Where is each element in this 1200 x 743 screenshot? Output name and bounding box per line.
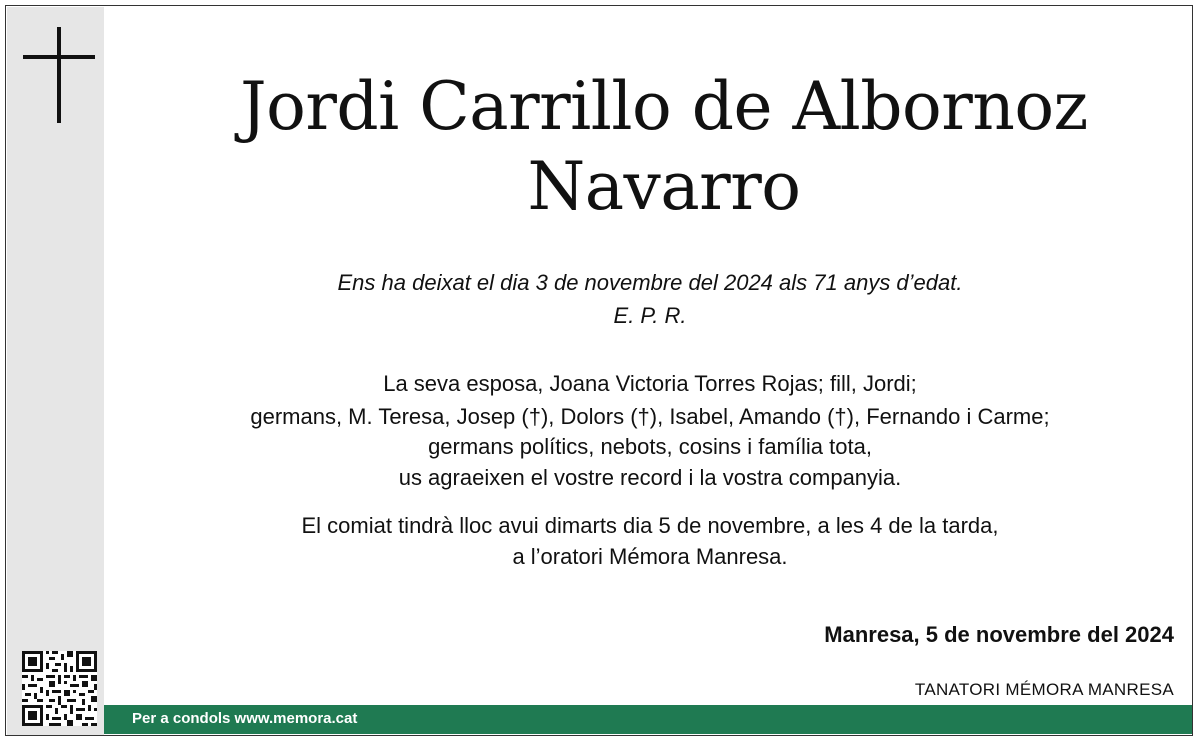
cross-icon-bar: [23, 55, 95, 59]
death-notice: Ens ha deixat el dia 3 de novembre del 2024 als 71 anys d’edat.: [337, 270, 963, 295]
ceremony-line: El comiat tindrà lloc avui dimarts dia 5 de novembre, a les 4 de la tarda,: [301, 513, 999, 538]
place-date: Manresa, 5 de novembre del 2024: [824, 622, 1174, 647]
ceremony-line: a l’oratori Mémora Manresa.: [512, 544, 788, 569]
family-line: germans polítics, nebots, cosins i família tota,: [428, 434, 872, 459]
epr-text: E. P. R.: [613, 303, 687, 328]
family-line: germans, M. Teresa, Josep (†), Dolors (†), Isabel, Amando (†), Fernando i Carme;: [250, 404, 1050, 429]
left-sidebar: [7, 7, 104, 735]
cross-icon: [57, 27, 61, 123]
deceased-name-line2: Navarro: [527, 148, 801, 225]
qr-code-icon[interactable]: [22, 651, 97, 726]
family-line: us agraeixen el vostre record i la vostra companyia.: [398, 465, 902, 490]
family-line: La seva esposa, Joana Victoria Torres Rojas; fill, Jordi;: [383, 371, 917, 396]
condolences-link[interactable]: Per a condols www.memora.cat: [132, 710, 358, 727]
deceased-name-line1: Jordi Carrillo de Albornoz: [240, 68, 1088, 145]
footer-bar: [104, 705, 1192, 734]
funeral-home: TANATORI MÉMORA MANRESA: [914, 680, 1174, 699]
